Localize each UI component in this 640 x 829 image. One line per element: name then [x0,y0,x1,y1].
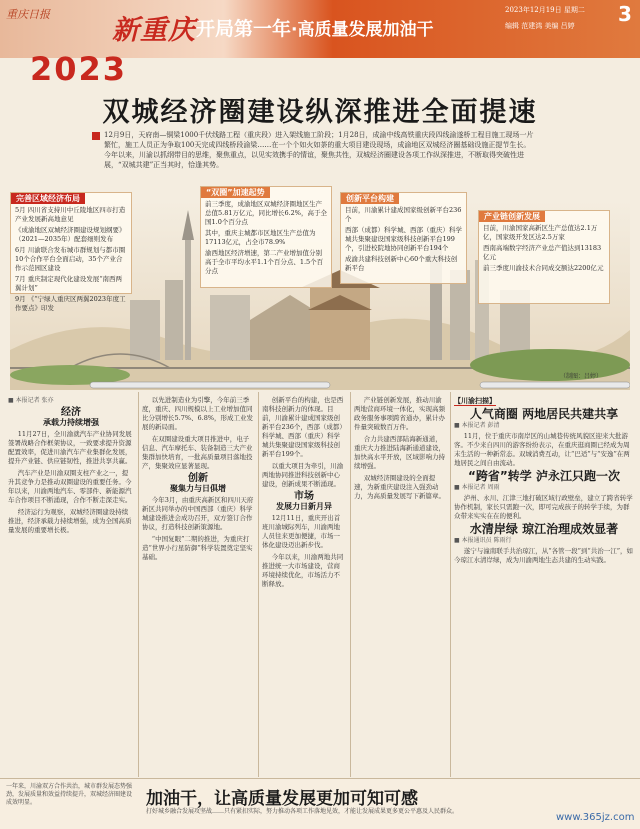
article-paragraph: 汽车产业是川渝双圈支柱产业之一，提升其竞争力是推动双圈建设的重要任务。今年以来，川渝两地汽车、零部件、新能源汽车合作项目不断涌现，合作不断走深走实。 [8,469,132,504]
column-divider [450,392,451,777]
page-number: 3 [618,2,632,26]
page-headline: 双城经济圈建设纵深推进全面提速 [102,97,538,128]
innovation-box-title: 创新平台构建 [341,193,399,204]
list-item: 《成渝地区双城经济圈建设规划纲要》（2021—2035年）配套细则发布 [15,226,126,243]
sidebar-scan [454,396,634,774]
article-paragraph: 11月27日，全川渝就汽车产业协同发展签署战略合作框架协议，一致要求提升资源配置效率，促进川渝汽车产业集群化发展，提升产业链、供应链韧性，推进共享共赢。 [8,430,132,465]
article-paragraph: 今年以来，川渝两地共同推进统一大市场建设，营商环境持续优化，市场活力不断释放。 [262,553,344,588]
column-divider [258,392,259,777]
list-item: 6月 川渝联合发布城市群规划与都市圈10个合作平台全面启动，35个产业合作示范园区建设 [15,246,126,272]
column-divider [350,392,351,777]
list-item: 目前，川渝累计建成国家级创新平台236个 [345,206,462,223]
list-item: 其中，重庆主城都市区地区生产总值为17113亿元，占全市78.9% [205,229,316,246]
site-watermark: www.365jz.com [556,812,635,823]
list-item: 9月 《“宁绿人重庆区两翼2023年度工作要点》印发 [15,295,126,312]
article-paragraph: 泸州、永川、江津三地打破区域行政壁垒，建立了跨省转学协作机制，家长只需跑一次，即可完成孩子的转学手续，为群众带来实实在在的便利。 [454,494,633,520]
section-heading-market: 市场 [294,491,314,502]
scan-tag: 【川渝扫描】 [454,396,496,405]
list-item: 渝西地区经济增速，第二产业增加值分别高于全市平均水平1.1个百分点、1.5个百分点 [205,249,324,275]
policy-box [10,192,132,312]
lead-marker-icon [92,132,100,140]
lead-paragraph: 12月9日，天府南—铜梁1000千伏线路工程（重庆段）进入架线施工阶段；1月28日，成渝中线高铁重庆段四线渝遂桥工程目施工现场一片繁忙，施工人员正为争取100天完成四线桥段渝梁……在一个个如火如荼的重大项目建设现场，成渝地区双城经济圈基础设施正提节生长。今年以来，川渝以抓纲带目的思维，聚焦重点，以见实效携手的情谊，聚焦共性，双城经济圈建设各项工作纵深推进，不断取得突破性进展，“双城共建”正当其时，恰逢其势。 [104,131,534,169]
column-divider [138,392,139,777]
list-item: 前三季度，成渝地区双城经济圈地区生产总值5.81万亿元，同比增长6.2%，高于全国1.0个百分点 [205,200,327,226]
commentary-intro: 一年来，川渝双方合作共治，城市群发展态势强劲，发展质量和效益持续提升，双城经济圈建设成效明显。 [6,783,133,806]
illustration-caption: （制图：吕婷） [560,373,603,380]
article-paragraph: 合力共建西部陆海新通道，重庆大力推进陆海新通道建设，加快高水平开放，区域影响力持续增强。 [354,435,445,470]
list-item: 7月 重庆制定现代化建设发展“南西两翼计划” [15,275,123,292]
policy-box-title: 完善区域经济布局 [11,193,85,204]
year-label: 2023 [30,50,128,88]
article-byline: ■ 本报通讯员 陈雨行 [454,537,512,544]
article-byline: ■ 本报记者 彭清 [454,422,500,429]
article-paragraph: 创新平台的构建，也是西南科技创新力的体现。目前，川渝累计建成国家级创新平台236个，西部（成都）科学城、西部（重庆）科学城共集聚建设国家级科技创新平台199个。 [262,396,346,458]
section-heading-economy: 经济 [61,407,81,418]
article-paragraph: 产业链创新发展，推动川渝两地营商环境一体化，实现高频政务服务事项跨省通办，累计办件量突破数百万件。 [354,396,445,431]
innovation-list [341,206,466,273]
article-paragraph: 12月11日，重庆开出首班川渝城际列车，川渝两地人员往来更加便捷，市场一体化建设迈出新步伐。 [262,514,341,549]
article-paragraph: 遂宁与潼南联手共治琼江，从“各管一段”到“共治一江”，如今琼江水清岸绿，成为川渝两地生态共建的生动实践。 [454,547,634,564]
issue-date: 2023年12月19日 星期二 [505,6,585,14]
speed-box [200,186,332,288]
innovation-box [340,192,467,284]
masthead-title [196,14,433,41]
right-heading-1: 人气商圈 两地居民共建共享 [469,407,619,421]
list-item: 西部（成都）科学城、西部（重庆）科学城共集聚建设国家级科技创新平台199个，引进校院地协同创新平台194个 [345,226,462,252]
article-innovation [142,396,254,774]
list-item: 目前，川渝国家高新区生产总值达2.1万亿，国家级开发区达2.5万家 [483,224,598,241]
newspaper-logo: 重庆日报 [6,8,50,21]
article-paragraph: 经济运行为观察，双城经济圈建设持续推进，经济承载力持续增强，成为全国高质量发展的重要增长极。 [8,508,132,534]
section-subheading-market: 发展力日新月异 [276,502,332,511]
article-paragraph: 在双圈建设重大项目推进中，电子信息、汽车摩托车、装备制造三大产业集群加快培育，一批高质量项目落地投产，集聚效应显著显现。 [142,435,253,470]
list-item: 成渝共建科技创新中心60个重大科技创新平台 [345,255,458,272]
industry-list [479,224,609,273]
article-byline: ■ 本报记者 周雨 [454,484,500,491]
commentary-text: 打好城乡融合发展攻坚战……只有紧扣实际，努力推动各项工作落地见效，才能让发展成果更多更公平惠及人民群众。 [146,808,459,815]
policy-list [11,206,131,313]
list-item: 西南高端数字经济产业总产值达到13183亿元 [483,244,602,261]
article-paragraph: 双城经济圈建设的全面提速，为新重庆建设注入强劲动力，为高质量发展写下新篇章。 [354,474,445,500]
list-item: 前三季度川渝技术合同成交额达2200亿元 [483,264,604,272]
section-heading-innovation: 创新 [188,473,208,484]
article-market [262,396,346,774]
article-paragraph: “中国复眼”二期的推进，为重庆打造“世界小行星防御”科学装置奠定坚实基础。 [142,535,253,561]
slogan-big: 新重庆 [112,15,196,46]
speed-box-title: “双圈”加速起势 [201,187,270,198]
right-heading-2: “跨省”转学 泸永江只跑一次 [468,469,620,483]
industry-box [478,210,610,304]
article-paragraph: 以先进制造业为引擎，今年前三季度，重庆、四川规模以上工业增加值同比分别增长5.7%、6.8%，形成工业发展的新局面。 [142,396,254,431]
industry-box-title: 产业链创新发展 [479,211,545,222]
section-subheading-economy: 承载力持续增强 [43,418,99,427]
speed-list [201,200,331,276]
right-heading-3: 水清岸绿 琼江治理成效显著 [469,522,619,536]
article-byline: ■ 本报记者 张亦 [8,397,54,404]
article-paragraph: 今年3月，由重庆高新区和四川天府新区共同举办的中国西部（重庆）科学城建设推进会成功召开，双方签订合作协议，打造科技创新策源地。 [142,496,254,531]
masthead-title-main: 开局第一年 [196,18,292,40]
list-item: 5月 四川省支持川中丘陵地区四市打造产业发展新高地意见 [15,206,126,223]
article-paragraph: 以重大项目为牵引，川渝两地协同推进科技创新中心建设，创新成果不断涌现。 [262,462,344,488]
editor-credits: 编辑 范建鸿 美编 吕婷 [505,22,575,30]
masthead-title-sub: ·高质量发展加油干 [291,20,434,40]
article-continued [354,396,446,774]
article-economy [8,396,134,774]
commentary-title: 加油干，让高质量发展更加可知可感 [146,789,418,809]
article-paragraph: 11月，位于重庆市南岸区的山城巷传统风貌区迎来大批游客。不少来自四川的游客纷纷表示，在重庆逛商圈已经成为周末生活的一种新常态。双城消费互动，让“巴适”与“安逸”在两地居民之间自由流动。 [454,432,630,467]
section-subheading-innovation: 聚集力与日俱增 [170,484,226,493]
